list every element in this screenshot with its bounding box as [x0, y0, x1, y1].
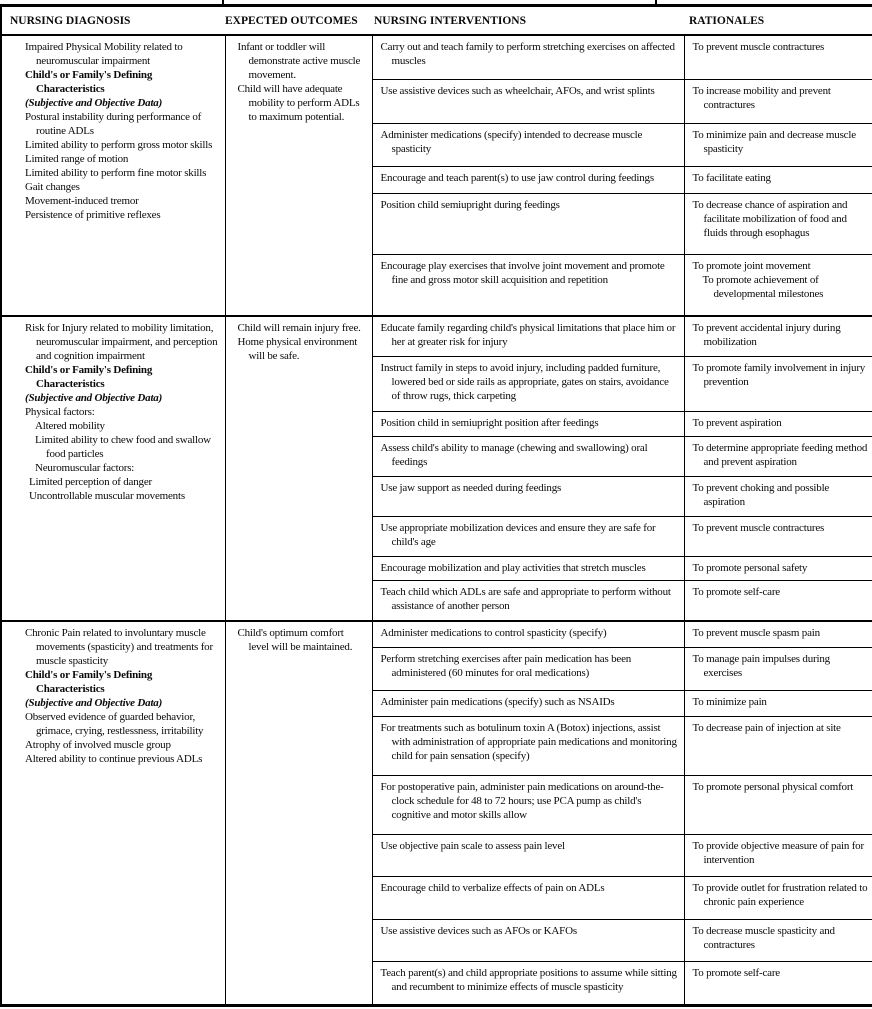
rationale-text: To promote personal physical comfort: [692, 780, 854, 793]
rationale-text: To promote family involvement in injury prevention: [692, 361, 866, 388]
rationale-text: To prevent aspiration: [692, 417, 782, 430]
diagnosis-cell: [1, 35, 225, 316]
intervention-text: Educate family regarding child's physical limitations that place him or her at greater risk for injury: [380, 322, 676, 348]
outcome-item: Child will have adequate mobility to perform ADLs to maximum potential.: [237, 83, 360, 123]
intervention-cell: [372, 716, 684, 775]
rationale-text: To prevent muscle contractures: [692, 521, 825, 534]
intervention-text: Instruct family in steps to avoid injury, including padded furniture, lowered bed or side rails as appropriate, gates on stairs, avoidance of throw rugs, thick carpeting: [380, 361, 669, 402]
intervention-text: Encourage play exercises that involve joint movement and promote fine and gross motor skill acquisition and repetition: [380, 260, 665, 287]
outcome-item: Home physical environment will be safe.: [237, 336, 358, 362]
intervention-text: Use assistive devices such as AFOs or KAFOs: [380, 924, 577, 937]
diagnosis-title: Risk for Injury related to mobility limitation, neuromuscular impairment, and perception and cognition impairment: [25, 322, 218, 362]
rationale-text: To promote self-care: [692, 967, 780, 980]
outcomes-cell: [225, 621, 372, 1006]
rationale-cell: [684, 648, 872, 691]
rationale-cell: [684, 962, 872, 1006]
rationale-cell: [684, 775, 872, 834]
intervention-text: Teach child which ADLs are safe and appropriate to perform without assistance of another person: [380, 585, 671, 612]
diagnosis-title: Chronic Pain related to involuntary muscle movements (spasticity) and treatments for muscle spasticity: [25, 627, 213, 667]
rationale-cell: [684, 834, 872, 877]
diagnosis-item: Persistence of primitive reflexes: [25, 209, 161, 221]
diagnosis-item: Postural instability during performance of routine ADLs: [25, 111, 202, 137]
column-header-expected-outcomes: EXPECTED OUTCOMES: [225, 6, 372, 36]
diagnosis-item: Limited range of motion: [25, 153, 129, 165]
diagnosis-title: Impaired Physical Mobility related to neuromuscular impairment: [25, 41, 183, 67]
diagnosis-item: Limited perception of danger: [29, 476, 152, 488]
intervention-cell: [372, 194, 684, 255]
defining-characteristics-label: Child's or Family's Defining Characteristics: [25, 69, 153, 95]
intervention-cell: [372, 123, 684, 167]
intervention-text: Administer medications to control spasticity (specify): [380, 627, 607, 639]
intervention-cell: [372, 580, 684, 621]
rationale-text: To facilitate eating: [692, 172, 771, 185]
diagnosis-cell: [1, 621, 225, 1006]
intervention-cell: [372, 255, 684, 316]
subjective-objective-label: (Subjective and Objective Data): [25, 697, 163, 709]
intervention-cell: [372, 167, 684, 194]
outcome-item: Child will remain injury free.: [237, 322, 361, 334]
rationale-text: To provide objective measure of pain for intervention: [692, 839, 864, 866]
rationale-text: To promote personal safety: [692, 561, 808, 574]
diagnosis-item: Limited ability to chew food and swallow food particles: [35, 434, 211, 460]
intervention-cell: [372, 412, 684, 436]
rationale-cell: [684, 194, 872, 255]
intervention-cell: [372, 919, 684, 962]
care-plan-table: [0, 4, 872, 1007]
intervention-text: Encourage and teach parent(s) to use jaw control during feedings: [380, 172, 654, 185]
intervention-text: For treatments such as botulinum toxin A (Botox) injections, assist with administration of appropriate pain medications and monitoring child for pain sensation (specify): [380, 721, 677, 762]
intervention-text: Perform stretching exercises after pain medication has been administered (60 minutes for oral medications): [380, 653, 632, 680]
intervention-cell: [372, 648, 684, 691]
rationale-cell: [684, 35, 872, 79]
subjective-objective-label: (Subjective and Objective Data): [25, 97, 163, 109]
intervention-cell: [372, 316, 684, 356]
rationale-cell: [684, 556, 872, 580]
outcome-item: Infant or toddler will demonstrate active muscle movement.: [237, 41, 361, 81]
intervention-cell: [372, 516, 684, 556]
diagnosis-item: Altered mobility: [35, 420, 105, 432]
intervention-text: Encourage mobilization and play activities that stretch muscles: [380, 561, 646, 574]
diagnosis-item: Physical factors:: [25, 406, 95, 418]
intervention-text: Assess child's ability to manage (chewing and swallowing) oral feedings: [380, 441, 648, 468]
diagnosis-cell: [1, 316, 225, 621]
intervention-cell: [372, 621, 684, 648]
rationale-cell: [684, 690, 872, 716]
column-header-nursing-diagnosis: NURSING DIAGNOSIS: [1, 6, 225, 36]
rationale-text: To minimize pain and decrease muscle spasticity: [692, 128, 856, 155]
intervention-cell: [372, 356, 684, 411]
diagnosis-item: Atrophy of involved muscle group: [25, 739, 171, 751]
header-row: [1, 6, 872, 36]
intervention-cell: [372, 962, 684, 1006]
rationale-text: To decrease muscle spasticity and contractures: [692, 924, 835, 951]
rationale-text: To promote self-care: [692, 585, 780, 598]
rationale-text: To minimize pain: [692, 695, 767, 708]
rationale-text: To increase mobility and prevent contractures: [692, 84, 831, 111]
rationale-text: To promote joint movement: [692, 260, 811, 273]
intervention-text: Position child in semiupright position after feedings: [380, 417, 599, 430]
diagnosis-item: Movement-induced tremor: [25, 195, 139, 207]
rationale-cell: [684, 412, 872, 436]
intervention-cell: [372, 775, 684, 834]
subjective-objective-label: (Subjective and Objective Data): [25, 392, 163, 404]
rationale-cell: [684, 79, 872, 123]
diagnosis-item: Observed evidence of guarded behavior, grimace, crying, restlessness, irritability: [25, 711, 204, 737]
rationale-cell: [684, 316, 872, 356]
rationale-text: To prevent choking and possible aspiration: [692, 481, 830, 508]
rationale-text: To prevent muscle contractures: [692, 41, 825, 53]
rationale-text: To decrease pain of injection at site: [692, 721, 841, 734]
intervention-text: Use jaw support as needed during feedings: [380, 481, 562, 494]
diagnosis-item: Altered ability to continue previous ADLs: [25, 753, 203, 765]
rationale-cell: [684, 436, 872, 476]
diagnosis-item: Limited ability to perform fine motor skills: [25, 167, 207, 179]
scan-artifact-tick: [655, 0, 657, 5]
rationale-cell: [684, 167, 872, 194]
column-header-nursing-interventions: NURSING INTERVENTIONS: [372, 6, 684, 36]
intervention-text: Carry out and teach family to perform stretching exercises on affected muscles: [380, 41, 675, 67]
intervention-text: Use assistive devices such as wheelchair, AFOs, and wrist splints: [380, 84, 655, 97]
rationale-cell: [684, 123, 872, 167]
intervention-cell: [372, 556, 684, 580]
intervention-text: Teach parent(s) and child appropriate positions to assume while sitting and recumbent to minimize effects of muscle spasticity: [380, 967, 677, 994]
table-row: [1, 35, 872, 79]
intervention-text: For postoperative pain, administer pain medications on around-the-clock schedule for 48 to 72 hours; use PCA pump as child's cognitive and motor skills allow: [380, 780, 664, 821]
rationale-cell: [684, 356, 872, 411]
table-row: [1, 621, 872, 648]
outcomes-cell: [225, 316, 372, 621]
diagnosis-item: Limited ability to perform gross motor skills: [25, 139, 213, 151]
rationale-text: To prevent accidental injury during mobilization: [692, 322, 841, 348]
diagnosis-item: Uncontrollable muscular movements: [29, 490, 185, 502]
rationale-cell: [684, 476, 872, 516]
intervention-text: Use appropriate mobilization devices and ensure they are safe for child's age: [380, 521, 656, 548]
rationale-text: To manage pain impulses during exercises: [692, 653, 830, 680]
rationale-cell: [684, 516, 872, 556]
diagnosis-item: Neuromuscular factors:: [35, 462, 135, 474]
intervention-cell: [372, 877, 684, 920]
intervention-cell: [372, 690, 684, 716]
intervention-cell: [372, 476, 684, 516]
rationale-text: To promote achievement of developmental milestones: [702, 274, 824, 301]
column-header-rationales: RATIONALES: [684, 6, 872, 36]
intervention-cell: [372, 436, 684, 476]
defining-characteristics-label: Child's or Family's Defining Characteristics: [25, 669, 153, 695]
intervention-cell: [372, 35, 684, 79]
scan-artifact-tick: [222, 0, 224, 5]
intervention-cell: [372, 834, 684, 877]
rationale-cell: [684, 580, 872, 621]
defining-characteristics-label: Child's or Family's Defining Characteristics: [25, 364, 153, 390]
rationale-text: To prevent muscle spasm pain: [692, 627, 820, 639]
intervention-text: Encourage child to verbalize effects of pain on ADLs: [380, 882, 605, 895]
rationale-text: To decrease chance of aspiration and facilitate mobilization of food and fluids through esophagus: [692, 199, 848, 240]
intervention-text: Use objective pain scale to assess pain level: [380, 839, 565, 852]
rationale-cell: [684, 621, 872, 648]
rationale-cell: [684, 919, 872, 962]
intervention-text: Administer pain medications (specify) such as NSAIDs: [380, 695, 615, 708]
rationale-cell: [684, 716, 872, 775]
intervention-text: Administer medications (specify) intended to decrease muscle spasticity: [380, 128, 643, 155]
rationale-text: To determine appropriate feeding method and prevent aspiration: [692, 441, 868, 468]
table-row: [1, 316, 872, 356]
outcome-item: Child's optimum comfort level will be maintained.: [237, 627, 353, 653]
intervention-cell: [372, 79, 684, 123]
rationale-text: To provide outlet for frustration related to chronic pain experience: [692, 882, 868, 909]
diagnosis-item: Gait changes: [25, 181, 80, 193]
intervention-text: Position child semiupright during feedings: [380, 199, 560, 212]
rationale-cell: [684, 877, 872, 920]
rationale-cell: [684, 255, 872, 316]
outcomes-cell: [225, 35, 372, 316]
